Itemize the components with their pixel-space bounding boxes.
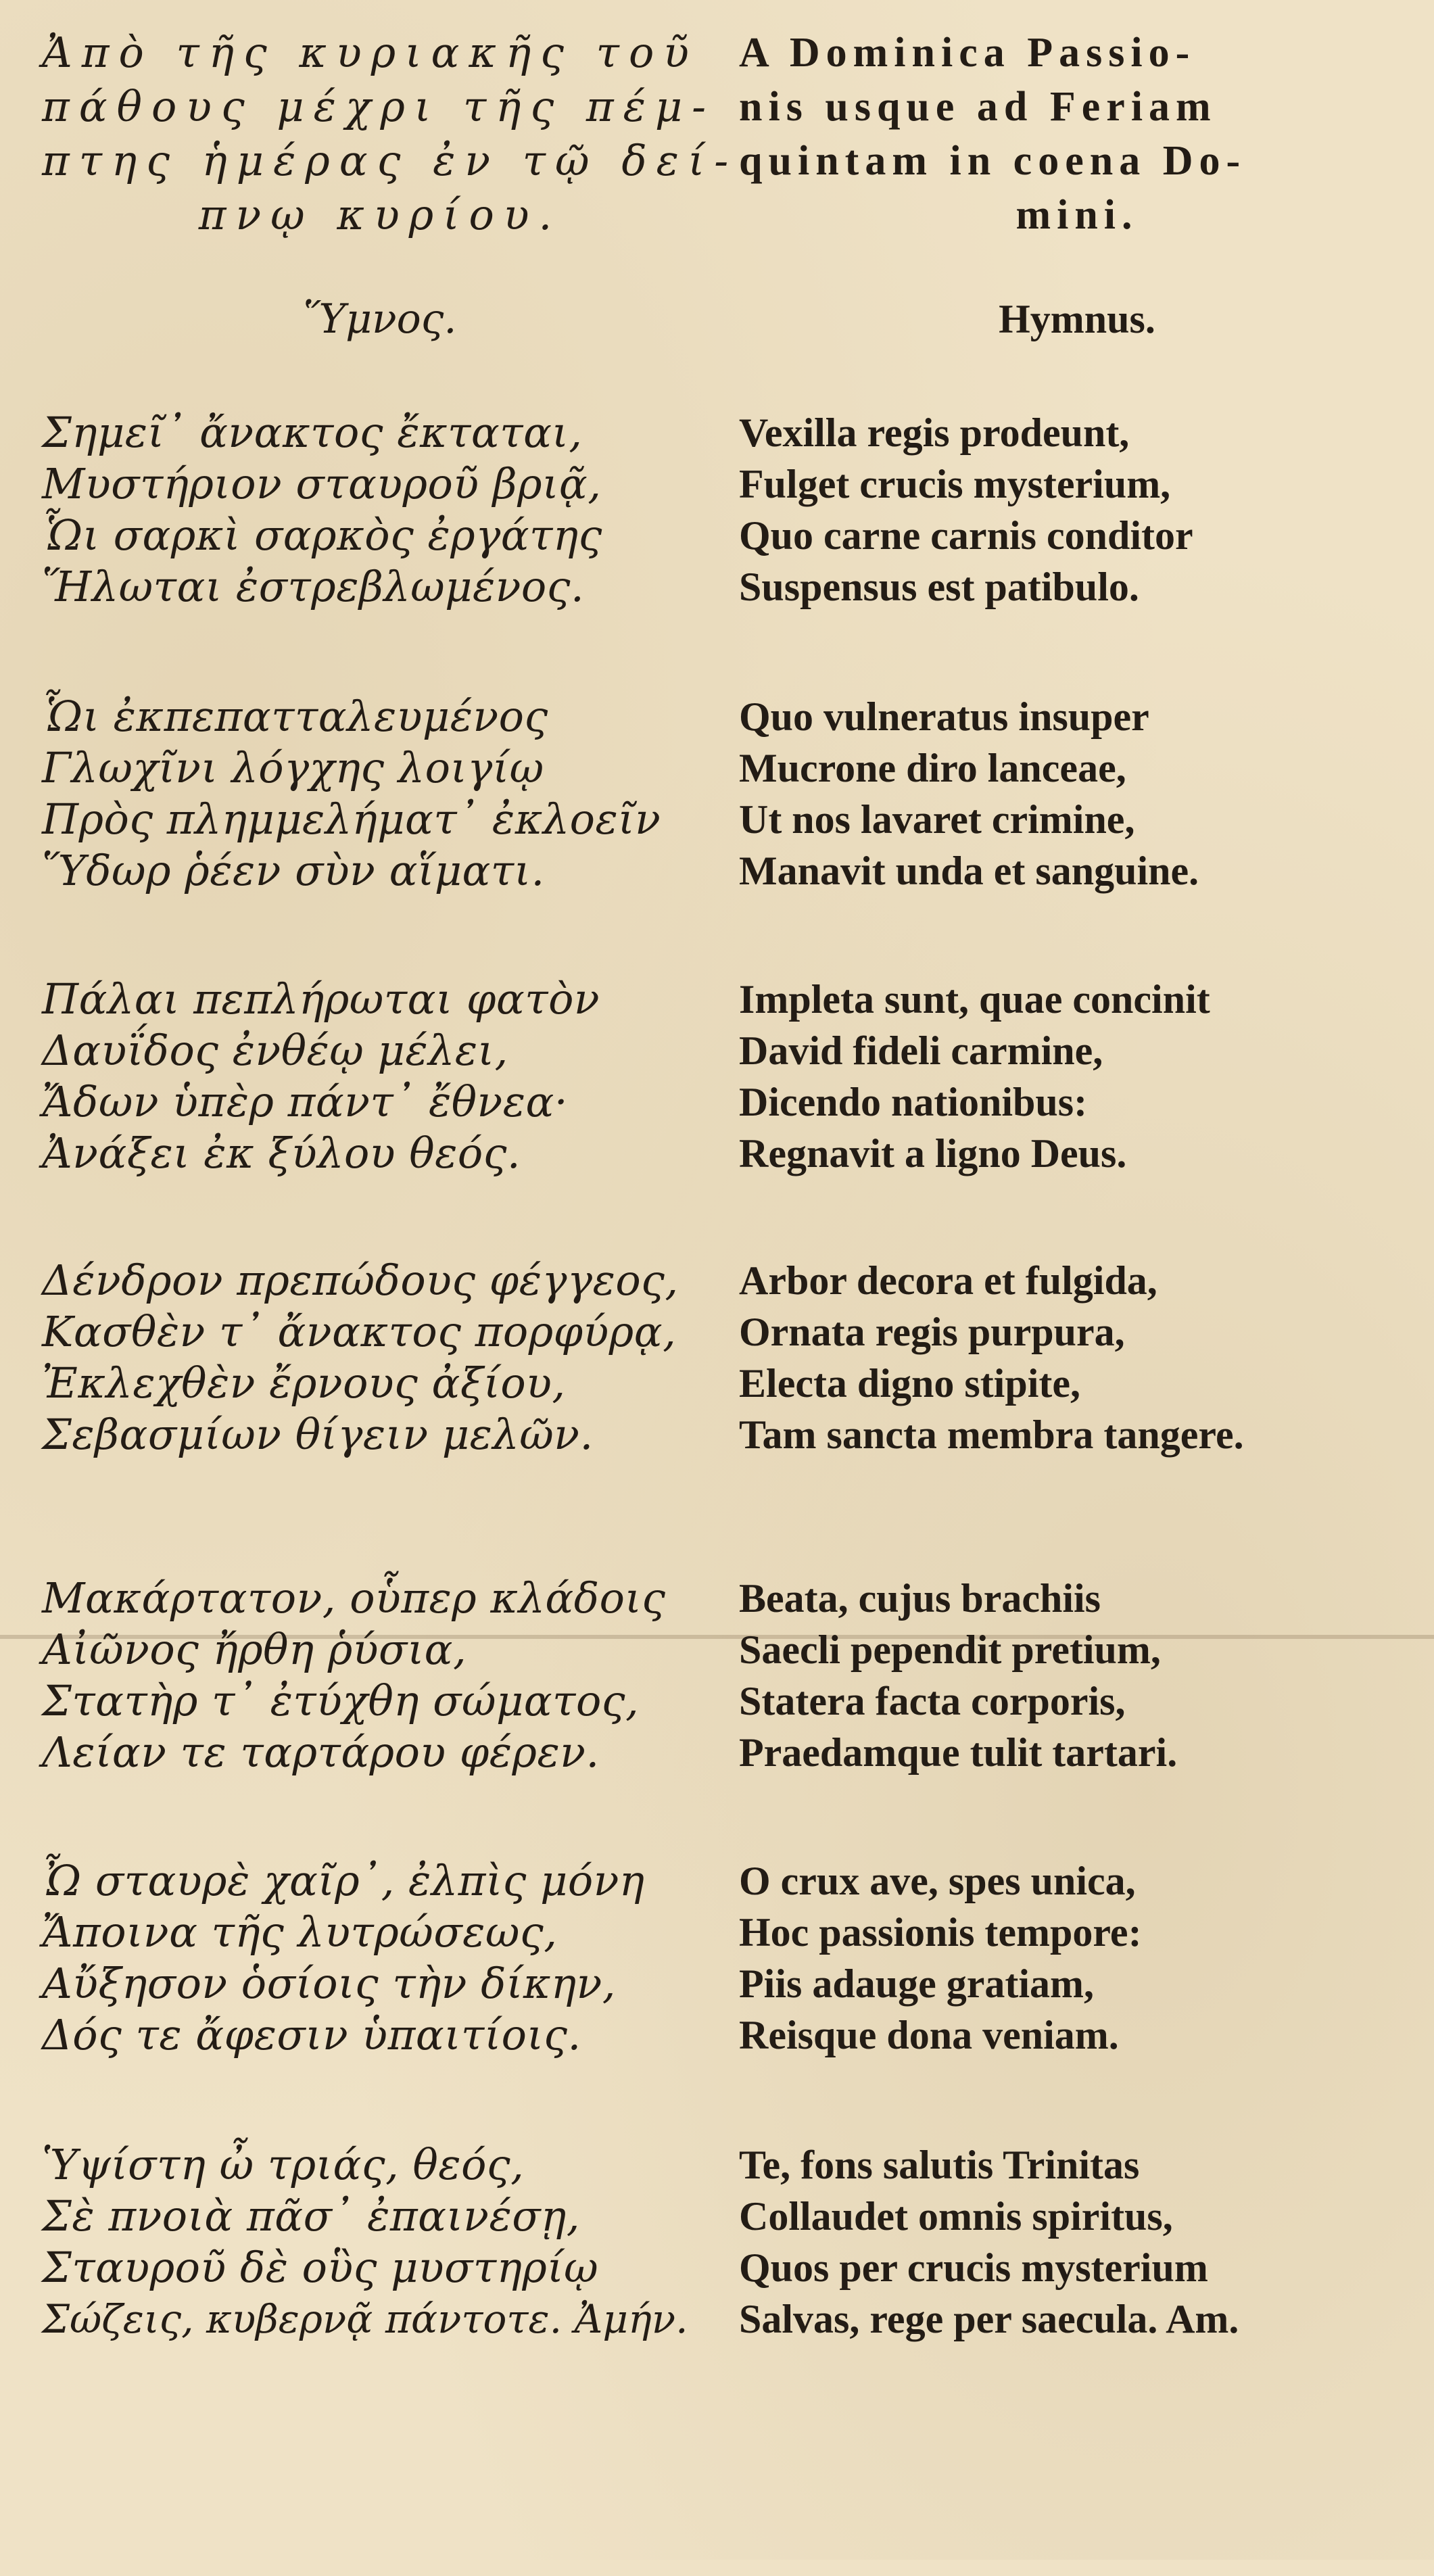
verse-line: Ἄδων ὑπὲρ πάντ᾽ ἔθνεα· bbox=[42, 1077, 569, 1126]
verse-line: Σεβασμίων θίγειν μελῶν. bbox=[42, 1410, 594, 1459]
latin-column bbox=[739, 26, 1415, 2576]
verse-line: Suspensus est patibulo. bbox=[739, 565, 1139, 609]
verse-line: Ὧι σαρκὶ σαρκὸς ἐργάτης bbox=[42, 510, 602, 560]
verse-line: Σὲ πνοιὰ πᾶσ᾽ ἐπαινέσῃ, bbox=[42, 2191, 580, 2241]
verse-line: Quo vulneratus insuper bbox=[739, 694, 1149, 739]
verse-line: Statera facta corporis, bbox=[739, 1679, 1126, 1723]
verse-line: Salvas, rege per saecula. Am. bbox=[739, 2297, 1239, 2341]
verse-line: Ὧι ἐκπεπατταλευμένος bbox=[42, 692, 548, 741]
verse-line: Ὕδωρ ῥέεν σὺν αἵματι. bbox=[42, 846, 545, 895]
greek-stanza-6 bbox=[42, 1855, 718, 2061]
verse-line: Dicendo nationibus: bbox=[739, 1080, 1088, 1124]
verse-line: Ornata regis purpura, bbox=[739, 1310, 1125, 1354]
latin-stanza-1 bbox=[739, 407, 1415, 613]
latin-stanzas bbox=[739, 345, 1415, 2576]
verse-line: Κασθὲν τ᾽ ἄνακτος πορφύρᾳ, bbox=[42, 1307, 677, 1356]
verse-line: Δένδρον πρεπώδους φέγγεος, bbox=[42, 1256, 679, 1305]
verse-line: Te, fons salutis Trinitas bbox=[739, 2143, 1140, 2187]
verse-line: O crux ave, spes unica, bbox=[739, 1859, 1136, 1903]
verse-line: Ut nos lavaret crimine, bbox=[739, 797, 1135, 842]
verse-line: Impleta sunt, quae concinit bbox=[739, 977, 1210, 1022]
greek-heading bbox=[42, 26, 738, 242]
verse-line: Reisque dona veniam. bbox=[739, 2013, 1119, 2057]
verse-line: Manavit unda et sanguine. bbox=[739, 849, 1199, 893]
greek-stanza-3 bbox=[42, 974, 718, 1179]
verse-line: Σώζεις, κυβερνᾷ πάντοτε. Ἀμήν. bbox=[42, 2296, 688, 2342]
greek-stanza-4 bbox=[42, 1255, 718, 1460]
latin-hymnus-label: Hymnus. bbox=[999, 297, 1155, 341]
verse-line: Electa digno stipite, bbox=[739, 1361, 1080, 1406]
greek-stanza-7 bbox=[42, 2139, 718, 2345]
greek-heading-line: Ἀπὸ τῆς κυριακῆς τοῦ bbox=[42, 28, 698, 77]
latin-heading-line: A Dominica Passio- bbox=[739, 30, 1196, 76]
verse-line: Σημεῖ᾽ ἄνακτος ἔκταται, bbox=[42, 408, 583, 457]
latin-heading-line: quintam in coena Do- bbox=[739, 138, 1247, 184]
verse-line: Ὑψίστη ὦ τριάς, θεός, bbox=[42, 2140, 525, 2189]
verse-line: Saecli pependit pretium, bbox=[739, 1627, 1161, 1672]
latin-stanza-4 bbox=[739, 1255, 1415, 1460]
verse-line: Ἐκλεχθὲν ἔρνους ἀξίου, bbox=[42, 1358, 566, 1408]
verse-line: Μακάρτατον, οὗπερ κλάδοις bbox=[42, 1573, 666, 1623]
latin-stanza-3 bbox=[739, 974, 1415, 1179]
verse-line: David fideli carmine, bbox=[739, 1028, 1103, 1073]
verse-line: Ὦ σταυρὲ χαῖρ᾽, ἐλπὶς μόνη bbox=[42, 1856, 645, 1905]
latin-stanza-5 bbox=[739, 1573, 1415, 1778]
verse-line: Fulget crucis mysterium, bbox=[739, 462, 1171, 506]
verse-line: Vexilla regis prodeunt, bbox=[739, 410, 1130, 455]
verse-line: Arbor decora et fulgida, bbox=[739, 1258, 1157, 1303]
verse-line: Mucrone diro lanceae, bbox=[739, 746, 1126, 790]
greek-stanza-1 bbox=[42, 407, 718, 613]
verse-line: Αὔξησον ὁσίοις τὴν δίκην, bbox=[42, 1959, 617, 2008]
latin-heading-line: nis usque ad Feriam bbox=[739, 84, 1217, 130]
verse-line: Γλωχῖνι λόγχης λοιγίῳ bbox=[42, 743, 544, 792]
verse-line: Στατὴρ τ᾽ ἐτύχθη σώματος, bbox=[42, 1676, 640, 1725]
verse-line: Πρὸς πλημμελήματ᾽ ἐκλοεῖν bbox=[42, 794, 661, 844]
verse-line: Αἰῶνος ἤρθη ῥύσια, bbox=[42, 1625, 467, 1674]
verse-line: Λείαν τε ταρτάρου φέρεν. bbox=[42, 1727, 600, 1777]
verse-line: Ἄποινα τῆς λυτρώσεως, bbox=[42, 1907, 558, 1957]
greek-stanzas bbox=[42, 345, 718, 2576]
verse-line: Collaudet omnis spiritus, bbox=[739, 2194, 1173, 2239]
verse-line: Quos per crucis mysterium bbox=[739, 2245, 1208, 2290]
verse-line: Ἀνάξει ἐκ ξύλου θεός. bbox=[42, 1128, 521, 1178]
verse-line: Beata, cujus brachiis bbox=[739, 1576, 1101, 1621]
verse-line: Δαυΐδος ἐνθέῳ μέλει, bbox=[42, 1026, 508, 1075]
latin-stanza-7 bbox=[739, 2139, 1415, 2345]
latin-heading bbox=[739, 26, 1415, 242]
latin-heading-line: mini. bbox=[1015, 192, 1139, 238]
verse-line: Δός τε ἄφεσιν ὑπαιτίοις. bbox=[42, 2010, 581, 2059]
verse-line: Πάλαι πεπλήρωται φατὸν bbox=[42, 974, 600, 1024]
greek-column bbox=[42, 26, 738, 2576]
verse-line: Regnavit a ligno Deus. bbox=[739, 1131, 1127, 1176]
verse-line: Hoc passionis tempore: bbox=[739, 1910, 1142, 1955]
latin-stanza-6 bbox=[739, 1855, 1415, 2061]
verse-line: Μυστήριον σταυροῦ βριᾷ, bbox=[42, 459, 602, 508]
greek-heading-line: πνῳ κυρίου. bbox=[198, 190, 562, 239]
greek-stanza-5 bbox=[42, 1573, 718, 1778]
greek-stanza-2 bbox=[42, 691, 718, 897]
verse-line: Quo carne carnis conditor bbox=[739, 513, 1193, 558]
greek-heading-line: πάθους μέχρι τῆς πέμ- bbox=[42, 82, 716, 131]
greek-hymnus-label: Ὕμνος. bbox=[303, 295, 457, 343]
latin-stanza-2 bbox=[739, 691, 1415, 897]
verse-line: Tam sancta membra tangere. bbox=[739, 1412, 1244, 1457]
greek-heading-line: πτης ἡμέρας ἐν τῷ δεί- bbox=[42, 136, 738, 185]
verse-line: Praedamque tulit tartari. bbox=[739, 1730, 1178, 1775]
verse-line: Ἥλωται ἐστρεβλωμένος. bbox=[42, 562, 585, 611]
verse-line: Σταυροῦ δὲ οὓς μυστηρίῳ bbox=[42, 2243, 599, 2292]
verse-line: Piis adauge gratiam, bbox=[739, 1961, 1094, 2006]
